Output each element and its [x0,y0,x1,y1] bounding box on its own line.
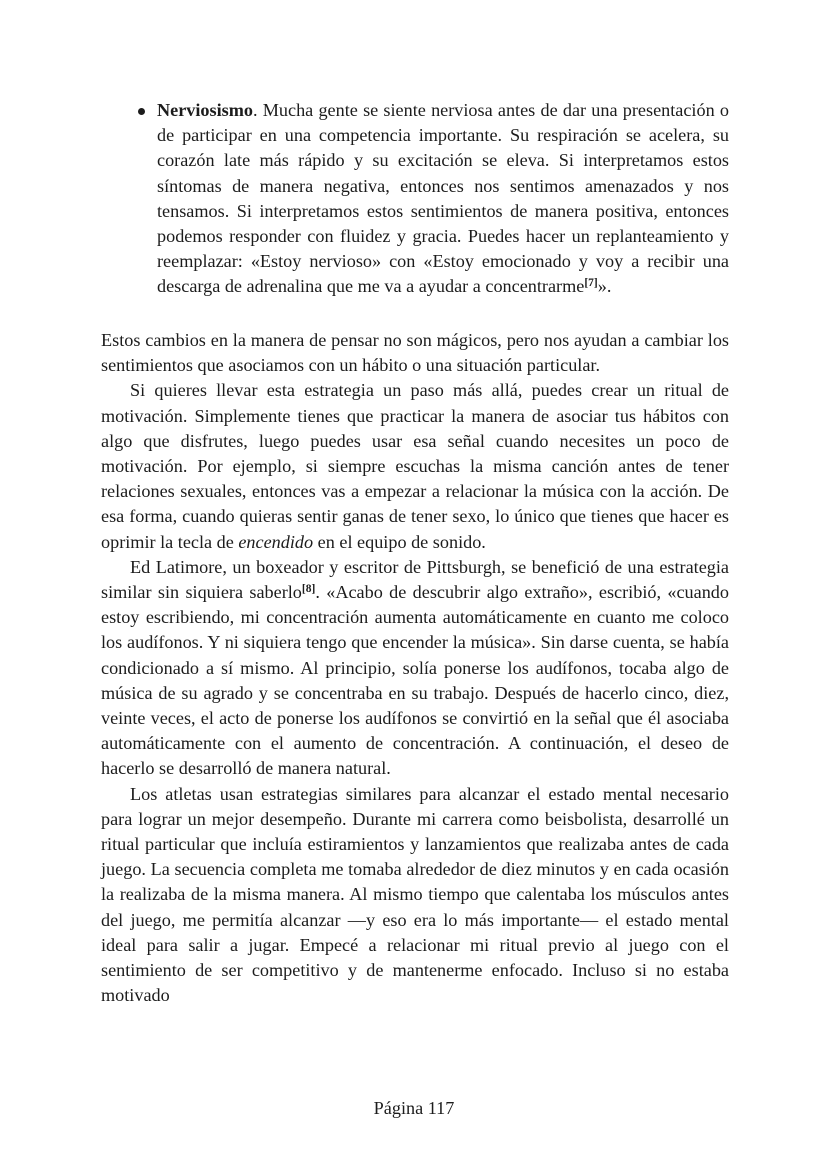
bullet-list [157,98,729,300]
paragraph-2 [101,378,729,554]
footnote-ref-7[interactable]: [7] [584,277,598,290]
paragraph-2-emphasis: encendido [238,531,314,552]
bullet-end: ». [597,276,612,297]
bullet-dot-icon [138,108,145,115]
footnote-ref-8[interactable]: [8] [301,583,316,596]
paragraph-2-text-b: en el equipo de sonido. [313,531,486,552]
paragraph-2-text-a: Si quieres llevar esta estrategia un paso más allá, puedes crear un ritual de motivación. Simplemente tienes que practicar la manera de asociar tus hábitos con algo que disfrutes, luego puedes usar esa señal cuando necesites un poco de motivación. Por ejemplo, si siempre escuchas la misma canción antes de tener relaciones sexuales, entonces vas a empezar a relacionar la música con la acción. De esa forma, cuando quieras sentir ganas de tener sexo, lo único que tienes que hacer es oprimir la tecla de [101,380,729,552]
paragraph-3-text-b: . «Acabo de descubrir algo extraño», escribió, «cuando estoy escribiendo, mi concentración aumenta automáticamente en cuanto me coloco los audífonos. Y ni siquiera tengo que encender la música». Sin darse cuenta, se había condicionado a sí mismo. Al principio, solía ponerse los audífonos, tocaba algo de música de su agrado y se concentraba en su trabajo. Después de hacerlo cinco, diez, veinte veces, el acto de ponerse los audífonos se convirtió en la señal que él asociaba automáticamente con el aumento de concentración. A continuación, el deseo de hacerlo se desarrolló de manera natural. [101,582,729,779]
paragraph-4: Los atletas usan estrategias similares para alcanzar el estado mental necesario para lograr un mejor desempeño. Durante mi carrera como beisbolista, desarrollé un ritual particular que incluía estiramientos y lanzamientos que realizaba antes de cada juego. La secuencia completa me tomaba alrededor de diez minutos y en cada ocasión la realizaba de la misma manera. Al mismo tiempo que calentaba los músculos antes del juego, me permitía alcanzar —y eso era lo más importante— el estado mental ideal para salir a jugar. Empecé a relacionar mi ritual previo al juego con el sentimiento de ser competitivo y de mantenerme enfocado. Incluso si no estaba motivado [101,783,729,1006]
paragraph-3-text-a: Ed Latimore, un boxeador y escritor de Pittsburgh, se benefició de una estrategia similar sin siquiera saberlo [101,556,729,603]
paragraph-3 [101,555,729,782]
paragraph-1: Estos cambios en la manera de pensar no son mágicos, pero nos ayudan a cambiar los sentimientos que asociamos con un hábito o una situación particular. [101,330,729,376]
body-text [101,328,729,1008]
bullet-text: . Mucha gente se siente nerviosa antes de dar una presentación o de participar en una competencia importante. Su respiración se acelera, su corazón late más rápido y su excitación se eleva. Si interpretamos estos síntomas de manera negativa, entonces nos sentimos amenazados y nos tensamos. Si interpretamos estos sentimientos de manera positiva, entonces podemos responder con fluidez y gracia. Puedes hacer un replanteamiento y reemplazar: «Estoy nervioso» con «Estoy emocionado y voy a recibir una descarga de adrenalina que me va a ayudar a concentrarme [157,100,729,297]
bullet-term: Nerviosismo [157,100,253,120]
page-number: Página 117 [373,1098,455,1118]
bullet-item-nerviosismo [157,98,729,300]
